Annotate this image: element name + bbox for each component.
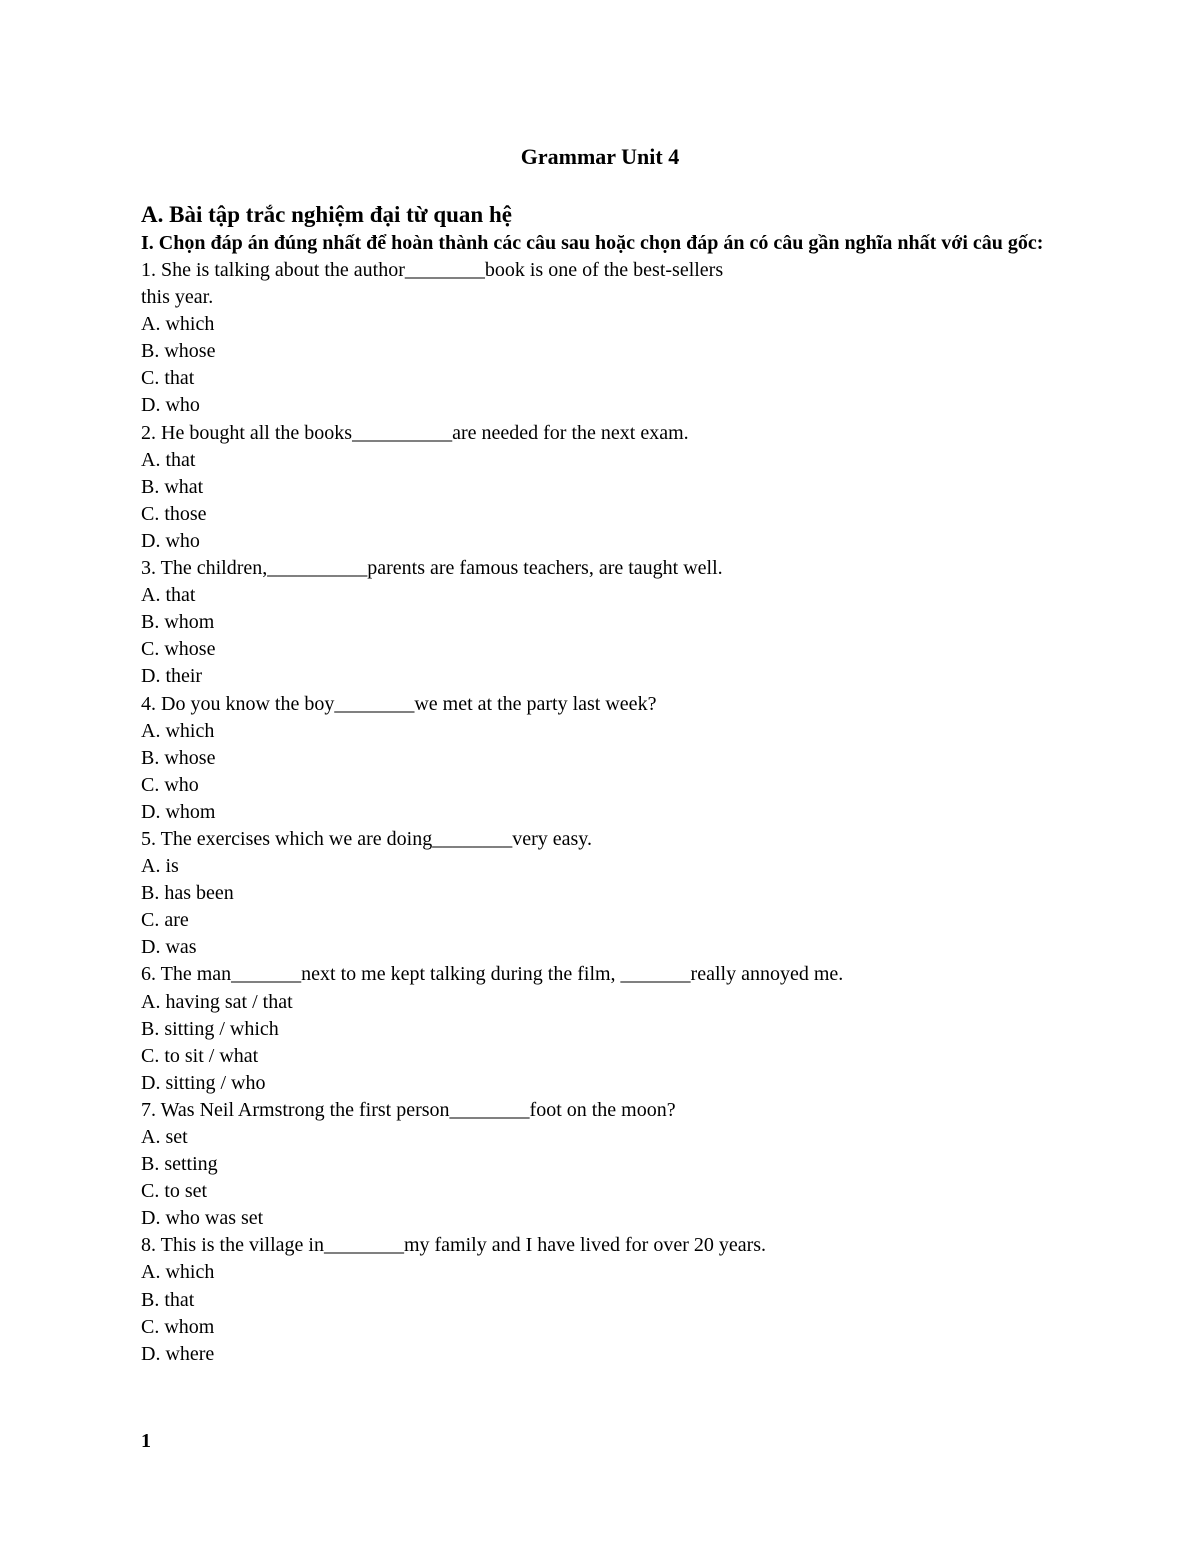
answer-option: B. what — [141, 475, 204, 498]
page-number: 1 — [141, 1430, 151, 1452]
question-list — [141, 257, 1066, 1368]
answer-option: A. which — [141, 313, 215, 336]
answer-option: C. whose — [141, 638, 216, 661]
question-stem: 4. Do you know the boy________we met at the party last week? — [141, 692, 657, 715]
answer-option: B. setting — [141, 1153, 218, 1176]
answer-option: B. whom — [141, 611, 215, 634]
question-item — [141, 1097, 1066, 1232]
exercise-instruction: I. Chọn đáp án đúng nhất để hoàn thành các câu sau hoặc chọn đáp án có câu gần nghĩa nhất với câu gốc: — [141, 232, 1044, 254]
answer-option: D. who was set — [141, 1207, 264, 1230]
question-item — [141, 555, 1066, 690]
question-item — [141, 826, 1066, 961]
answer-option: A. which — [141, 719, 215, 742]
question-item — [141, 1232, 1066, 1367]
answer-option: A. is — [141, 855, 179, 878]
answer-option: C. that — [141, 367, 195, 390]
question-item — [141, 257, 1066, 420]
question-stem: 7. Was Neil Armstrong the first person________foot on the moon? — [141, 1098, 676, 1121]
answer-option: C. those — [141, 502, 207, 525]
question-stem: 1. She is talking about the author________book is one of the best-sellers — [141, 259, 724, 281]
question-item — [141, 961, 1066, 1096]
answer-option: C. whom — [141, 1315, 215, 1338]
question-item — [141, 420, 1066, 555]
question-item — [141, 691, 1066, 826]
answer-option: C. who — [141, 773, 199, 796]
question-stem: this year. — [141, 286, 214, 309]
section-heading: A. Bài tập trắc nghiệm đại từ quan hệ — [141, 202, 512, 227]
answer-option: D. sitting / who — [141, 1071, 266, 1094]
answer-option: A. which — [141, 1261, 215, 1284]
answer-option: D. who — [141, 394, 200, 417]
answer-option: D. whom — [141, 800, 216, 823]
answer-option: D. where — [141, 1342, 215, 1365]
question-stem: 8. This is the village in________my family and I have lived for over 20 years. — [141, 1234, 767, 1257]
answer-option: A. that — [141, 584, 196, 607]
question-stem: 2. He bought all the books__________are needed for the next exam. — [141, 421, 689, 444]
answer-option: A. that — [141, 448, 196, 471]
answer-option: D. their — [141, 665, 203, 688]
answer-option: B. whose — [141, 746, 216, 769]
answer-option: D. who — [141, 529, 200, 552]
question-stem: 5. The exercises which we are doing________very easy. — [141, 827, 592, 850]
answer-option: B. whose — [141, 340, 216, 363]
answer-option: A. having sat / that — [141, 990, 293, 1013]
answer-option: C. to sit / what — [141, 1044, 259, 1067]
answer-option: D. was — [141, 936, 197, 959]
question-stem: 6. The man_______next to me kept talking during the film, _______really annoyed me. — [141, 963, 844, 986]
answer-option: C. are — [141, 909, 189, 932]
answer-option: B. sitting / which — [141, 1017, 279, 1040]
answer-option: B. has been — [141, 882, 234, 905]
answer-option: A. set — [141, 1126, 188, 1148]
answer-option: C. to set — [141, 1180, 208, 1203]
document-title: Grammar Unit 4 — [520, 144, 680, 169]
question-stem: 3. The children,__________parents are famous teachers, are taught well. — [141, 557, 723, 580]
document-body — [141, 200, 1066, 1368]
answer-option: B. that — [141, 1288, 195, 1311]
